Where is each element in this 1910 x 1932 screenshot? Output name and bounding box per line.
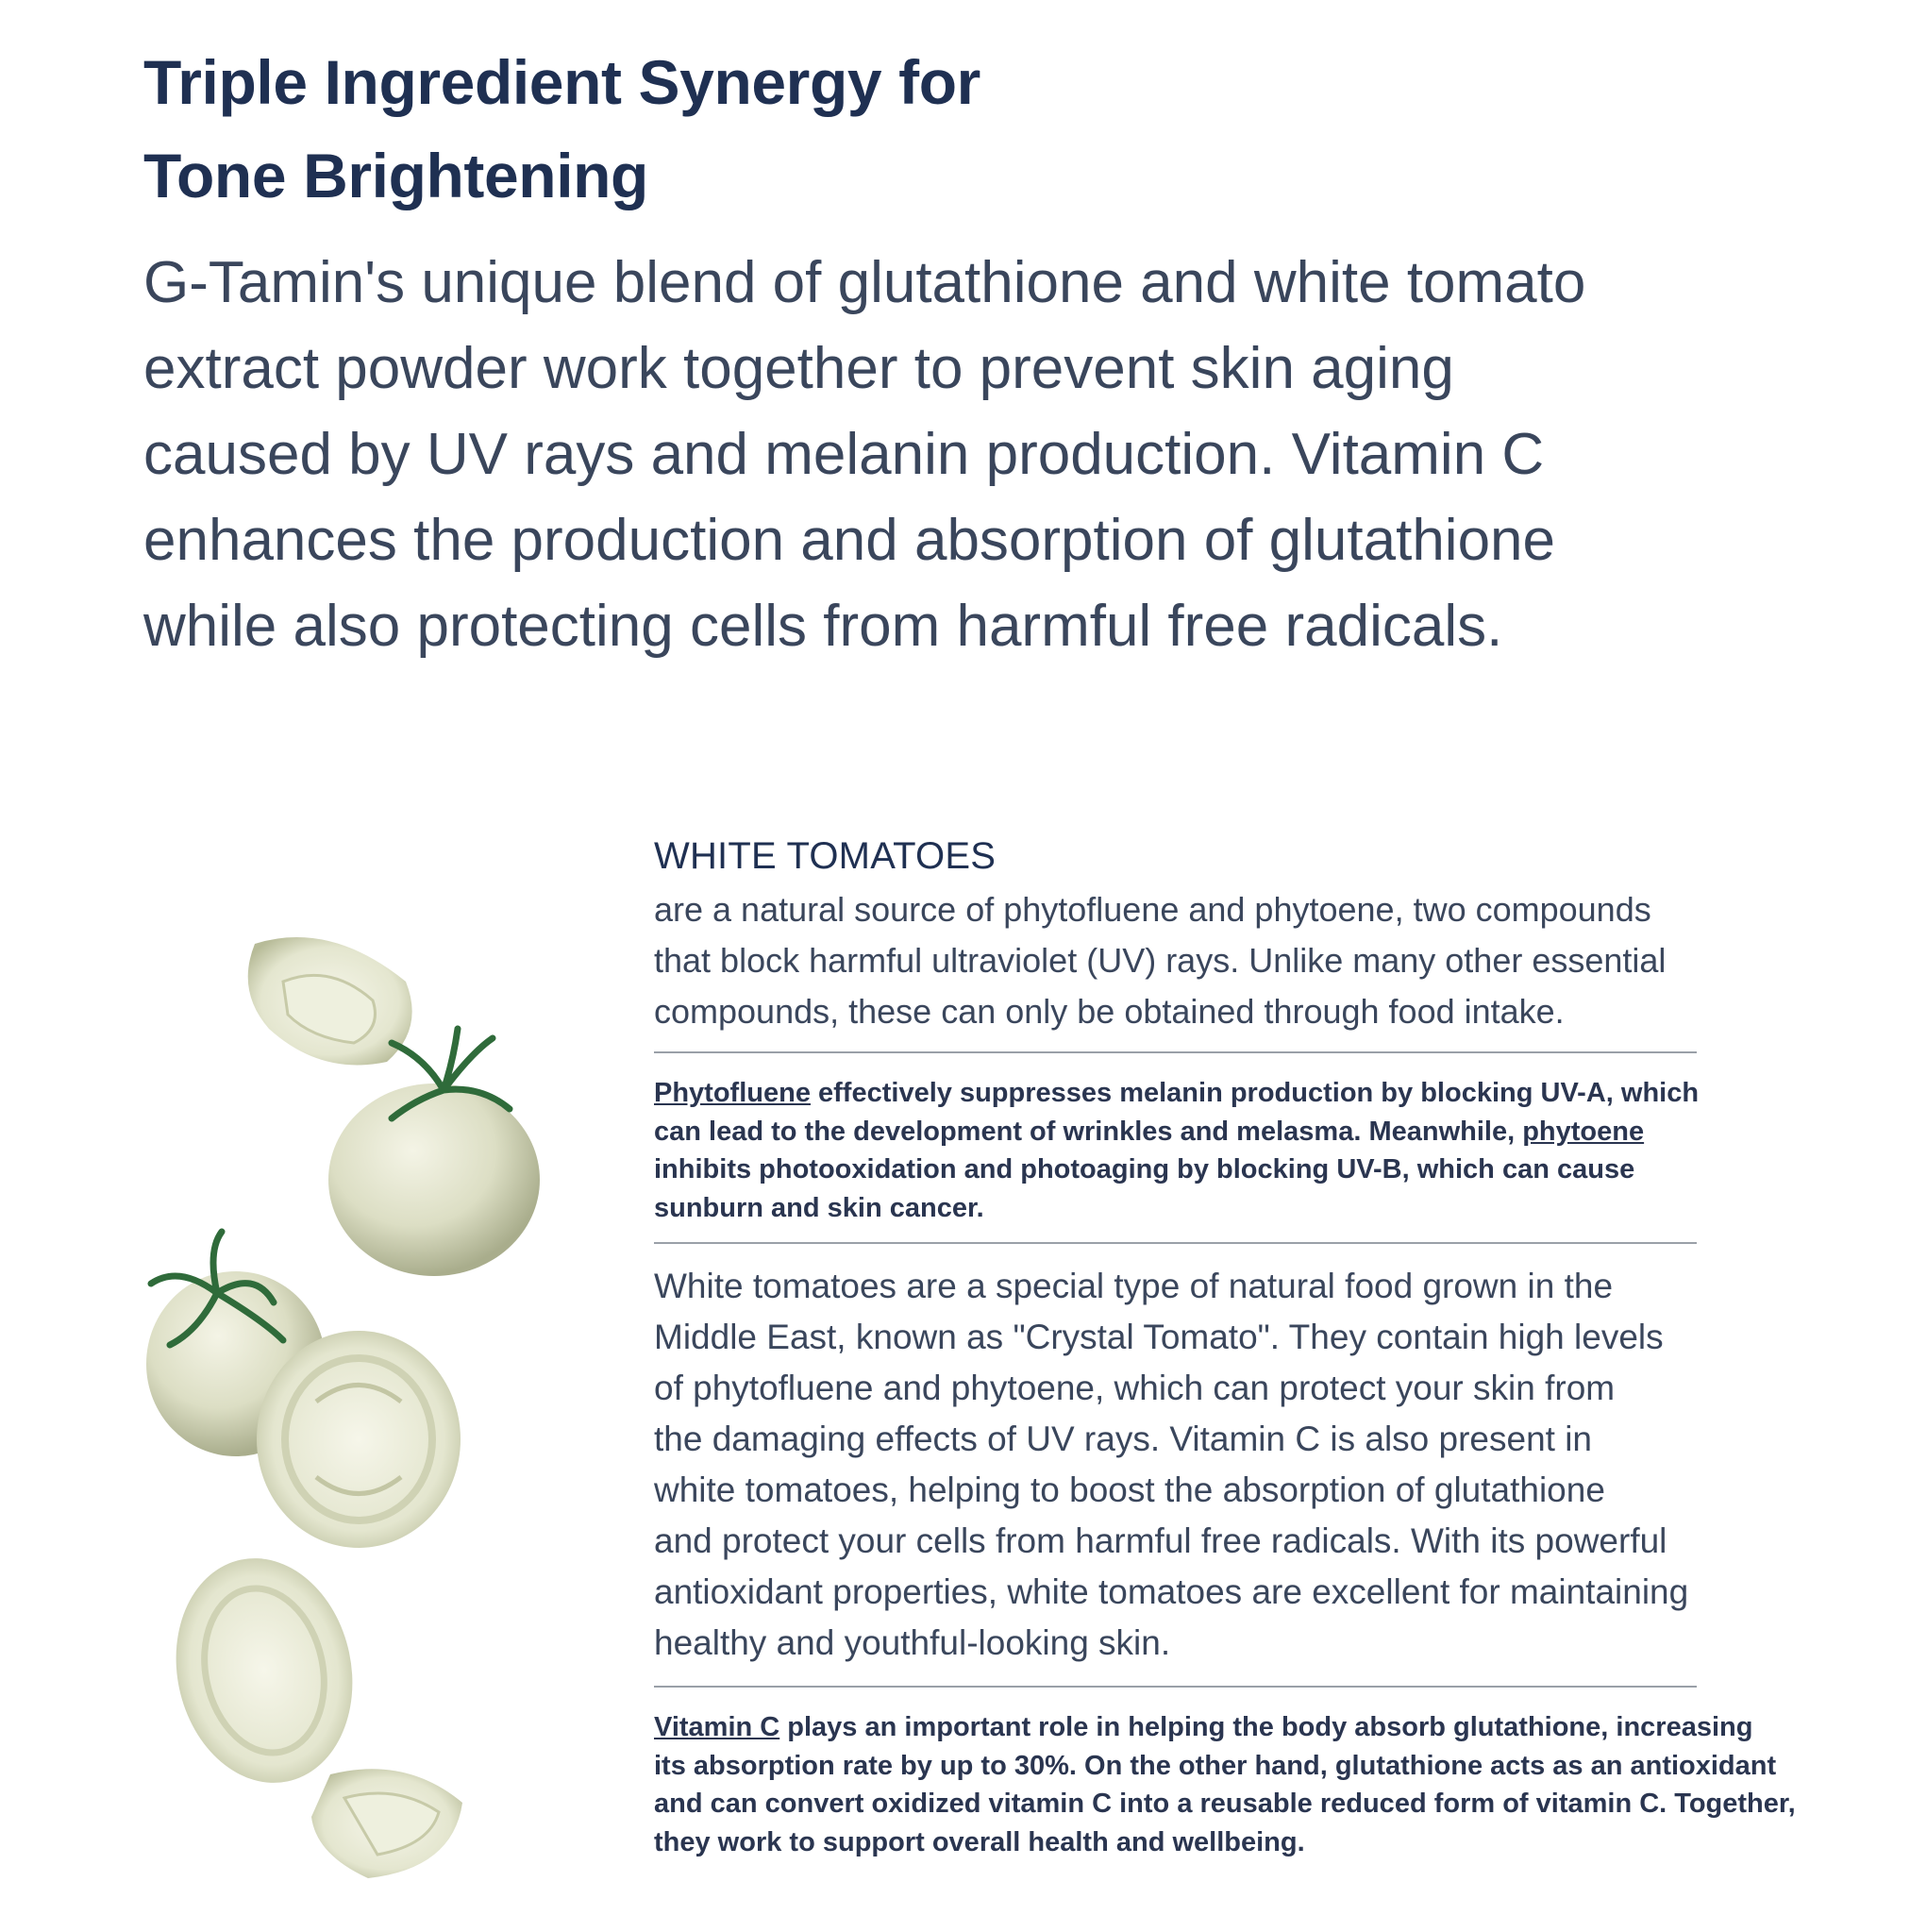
white-tomatoes-heading: WHITE TOMATOES bbox=[654, 835, 997, 877]
tomato-wedge bbox=[311, 1769, 462, 1878]
desc-line: of phytofluene and phytoene, which can protect your skin from bbox=[654, 1369, 1616, 1407]
white-tomato-image bbox=[142, 925, 585, 1888]
white-tomatoes-intro bbox=[654, 884, 1701, 1037]
intro-line: while also protecting cells from harmful free radicals. bbox=[143, 594, 1503, 659]
phyto-line: inhibits photooxidation and photoaging by blocking UV-B, which can cause bbox=[654, 1154, 1635, 1184]
phyto-line: sunburn and skin cancer. bbox=[654, 1192, 984, 1223]
intro-line: caused by UV rays and melanin production. Vitamin C bbox=[143, 422, 1545, 487]
desc-line: white tomatoes, helping to boost the absorption of glutathione bbox=[654, 1470, 1605, 1509]
vitamin-c-paragraph bbox=[654, 1708, 1796, 1861]
tomato-half bbox=[156, 1541, 373, 1799]
desc-line: the damaging effects of UV rays. Vitamin C is also present in bbox=[654, 1420, 1593, 1458]
desc-line: White tomatoes are a special type of natural food grown in the bbox=[654, 1267, 1614, 1305]
page-title bbox=[143, 36, 980, 223]
phyto-line bbox=[654, 1074, 1701, 1113]
tomato-wedge bbox=[248, 937, 412, 1065]
phyto-text: can lead to the development of wrinkles and melasma. Meanwhile, bbox=[654, 1116, 1523, 1147]
divider bbox=[654, 1242, 1697, 1244]
phyto-paragraph bbox=[654, 1074, 1701, 1227]
vitc-text: plays an important role in helping the body absorb glutathione, increasing bbox=[779, 1712, 1753, 1742]
divider bbox=[654, 1051, 1697, 1053]
desc-line: and protect your cells from harmful free radicals. With its powerful bbox=[654, 1521, 1667, 1560]
intro-line: enhances the production and absorption of glutathione bbox=[143, 508, 1556, 573]
title-line: Triple Ingredient Synergy for bbox=[143, 47, 980, 117]
desc-line: Middle East, known as "Crystal Tomato". They contain high levels bbox=[654, 1318, 1664, 1356]
vitc-line: and can convert oxidized vitamin C into a reusable reduced form of vitamin C. Together, bbox=[654, 1789, 1796, 1819]
divider bbox=[654, 1686, 1697, 1688]
white-tomatoes-description bbox=[654, 1261, 1701, 1669]
desc-line: healthy and youthful-looking skin. bbox=[654, 1623, 1171, 1662]
intro-line: extract powder work together to prevent skin aging bbox=[143, 336, 1454, 401]
wt-intro-line: that block harmful ultraviolet (UV) rays. Unlike many other essential bbox=[654, 941, 1667, 980]
wt-intro-line: compounds, these can only be obtained through food intake. bbox=[654, 992, 1565, 1031]
vitc-line: its absorption rate by up to 30%. On the other hand, glutathione acts as an antioxidant bbox=[654, 1750, 1777, 1781]
intro-line: G-Tamin's unique blend of glutathione and white tomato bbox=[143, 250, 1586, 315]
title-line: Tone Brightening bbox=[143, 141, 648, 210]
vitamin-c-link[interactable]: Vitamin C bbox=[654, 1712, 780, 1742]
wt-intro-line: are a natural source of phytofluene and phytoene, two compounds bbox=[654, 890, 1651, 929]
phyto-text: effectively suppresses melanin production by blocking UV-A, which bbox=[810, 1078, 1700, 1108]
desc-line: antioxidant properties, white tomatoes are excellent for maintaining bbox=[654, 1572, 1689, 1611]
phyto-line bbox=[654, 1113, 1701, 1151]
phytofluene-link[interactable]: Phytofluene bbox=[654, 1078, 811, 1108]
phytoene-link[interactable]: phytoene bbox=[1522, 1116, 1645, 1147]
tomato-whole bbox=[328, 1029, 540, 1276]
tomato-half bbox=[257, 1331, 461, 1548]
vitc-line: they work to support overall health and wellbeing. bbox=[654, 1826, 1305, 1857]
vitc-line bbox=[654, 1708, 1753, 1747]
intro-paragraph bbox=[143, 240, 1691, 669]
